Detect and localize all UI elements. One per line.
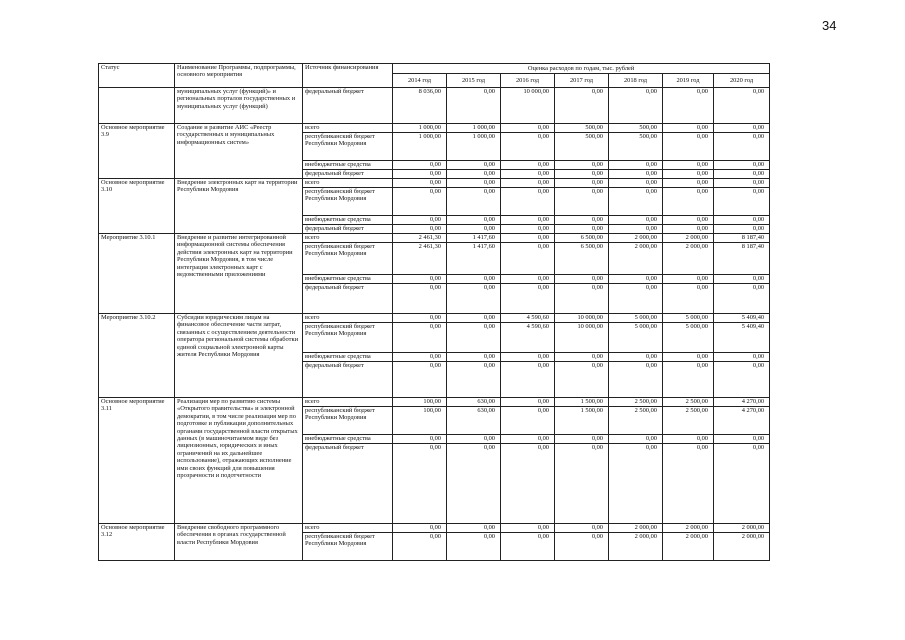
amount-cell: 1 500,00	[555, 407, 609, 435]
amount-cell: 0,00	[501, 161, 555, 170]
amount-cell: 0,00	[393, 179, 447, 188]
amount-cell: 0,00	[555, 216, 609, 225]
amount-cell: 0,00	[447, 353, 501, 362]
amount-cell: 0,00	[663, 124, 714, 133]
amount-cell: 0,00	[501, 225, 555, 234]
amount-cell: 0,00	[555, 179, 609, 188]
amount-cell: 0,00	[663, 444, 714, 524]
amount-cell: 0,00	[663, 170, 714, 179]
amount-cell: 0,00	[714, 133, 770, 161]
amount-cell: 0,00	[609, 362, 663, 398]
funding-source-cell: федеральный бюджет	[303, 284, 393, 314]
amount-cell: 0,00	[501, 275, 555, 284]
funding-source-cell: федеральный бюджет	[303, 170, 393, 179]
table-row	[99, 234, 770, 243]
amount-cell: 2 000,00	[609, 243, 663, 275]
funding-source-cell: всего	[303, 234, 393, 243]
amount-cell: 2 461,30	[393, 243, 447, 275]
amount-cell: 1 500,00	[555, 398, 609, 407]
amount-cell: 0,00	[501, 362, 555, 398]
amount-cell: 0,00	[447, 444, 501, 524]
amount-cell: 0,00	[555, 275, 609, 284]
amount-cell: 0,00	[555, 524, 609, 533]
amount-cell: 5 000,00	[609, 314, 663, 323]
amount-cell: 0,00	[393, 524, 447, 533]
amount-cell: 0,00	[393, 284, 447, 314]
amount-cell: 6 500,00	[555, 243, 609, 275]
amount-cell: 1 000,00	[393, 124, 447, 133]
funding-source-cell: федеральный бюджет	[303, 225, 393, 234]
amount-cell: 0,00	[447, 188, 501, 216]
amount-cell: 2 000,00	[714, 533, 770, 561]
amount-cell: 0,00	[663, 88, 714, 124]
amount-cell: 0,00	[714, 188, 770, 216]
table-row	[99, 88, 770, 124]
amount-cell: 1 417,60	[447, 243, 501, 275]
amount-cell: 0,00	[501, 188, 555, 216]
header-year: 2016 год	[501, 74, 555, 88]
amount-cell: 0,00	[609, 216, 663, 225]
amount-cell: 0,00	[555, 533, 609, 561]
amount-cell: 2 000,00	[714, 524, 770, 533]
amount-cell: 0,00	[555, 362, 609, 398]
amount-cell: 6 500,00	[555, 234, 609, 243]
amount-cell: 4 590,60	[501, 314, 555, 323]
amount-cell: 0,00	[501, 284, 555, 314]
amount-cell: 0,00	[393, 444, 447, 524]
amount-cell: 0,00	[555, 353, 609, 362]
funding-source-cell: всего	[303, 124, 393, 133]
amount-cell: 0,00	[447, 314, 501, 323]
status-cell	[99, 88, 175, 124]
header-year: 2015 год	[447, 74, 501, 88]
amount-cell: 0,00	[501, 216, 555, 225]
amount-cell: 2 000,00	[609, 533, 663, 561]
amount-cell: 0,00	[609, 170, 663, 179]
amount-cell: 8 187,40	[714, 234, 770, 243]
amount-cell: 0,00	[447, 533, 501, 561]
amount-cell: 0,00	[714, 284, 770, 314]
amount-cell: 0,00	[393, 275, 447, 284]
table-row	[99, 398, 770, 407]
funding-source-cell: всего	[303, 524, 393, 533]
amount-cell: 5 409,40	[714, 314, 770, 323]
measure-name-cell: Субсидии юридическим лицам на финансовое обеспечение части затрат, связанных с осуществлением деятельности оператора региональной системы обработки единой социальной электронной карты жителя Республики Мордовия	[175, 314, 303, 398]
status-cell: Основное мероприятие 3.9	[99, 124, 175, 179]
amount-cell: 0,00	[609, 435, 663, 444]
amount-cell: 0,00	[609, 353, 663, 362]
funding-source-cell: всего	[303, 398, 393, 407]
amount-cell: 1 417,60	[447, 234, 501, 243]
amount-cell: 2 000,00	[663, 533, 714, 561]
header-source: Источник финансирования	[303, 64, 393, 88]
amount-cell: 5 409,40	[714, 323, 770, 353]
amount-cell: 1 000,00	[447, 124, 501, 133]
amount-cell: 0,00	[663, 179, 714, 188]
funding-source-cell: республиканский бюджет Республики Мордовия	[303, 188, 393, 216]
table-row	[99, 314, 770, 323]
amount-cell: 0,00	[447, 524, 501, 533]
amount-cell: 2 000,00	[609, 234, 663, 243]
amount-cell: 0,00	[447, 362, 501, 398]
funding-source-cell: внебюджетные средства	[303, 161, 393, 170]
amount-cell: 0,00	[555, 170, 609, 179]
funding-source-cell: всего	[303, 314, 393, 323]
amount-cell: 0,00	[714, 444, 770, 524]
amount-cell: 0,00	[393, 323, 447, 353]
amount-cell: 0,00	[447, 161, 501, 170]
amount-cell: 0,00	[447, 225, 501, 234]
amount-cell: 100,00	[393, 398, 447, 407]
amount-cell: 0,00	[501, 234, 555, 243]
funding-source-cell: внебюджетные средства	[303, 435, 393, 444]
amount-cell: 0,00	[447, 88, 501, 124]
amount-cell: 0,00	[501, 435, 555, 444]
amount-cell: 2 000,00	[609, 524, 663, 533]
amount-cell: 0,00	[714, 179, 770, 188]
funding-source-cell: федеральный бюджет	[303, 362, 393, 398]
header-name: Наименование Программы, подпрограммы, основного мероприятия	[175, 64, 303, 88]
amount-cell: 0,00	[447, 284, 501, 314]
amount-cell: 0,00	[447, 435, 501, 444]
amount-cell: 0,00	[393, 161, 447, 170]
amount-cell: 0,00	[501, 124, 555, 133]
amount-cell: 2 461,30	[393, 234, 447, 243]
amount-cell: 0,00	[393, 435, 447, 444]
funding-source-cell: внебюджетные средства	[303, 216, 393, 225]
page-number: 34	[822, 18, 837, 33]
amount-cell: 0,00	[714, 88, 770, 124]
table-body	[99, 88, 770, 561]
amount-cell: 0,00	[447, 216, 501, 225]
amount-cell: 0,00	[447, 170, 501, 179]
amount-cell: 630,00	[447, 398, 501, 407]
amount-cell: 0,00	[609, 284, 663, 314]
amount-cell: 2 500,00	[663, 398, 714, 407]
measure-name-cell: Внедрение и развитие интегрированной информационной системы обеспечения действия электронных карт на территории Республики Мордовия, в том числе интеграция электронных карт с ведомственными приложениями	[175, 234, 303, 314]
amount-cell: 0,00	[714, 353, 770, 362]
amount-cell: 5 000,00	[609, 323, 663, 353]
amount-cell: 5 000,00	[663, 323, 714, 353]
measure-name-cell: Реализация мер по развитию системы «Открытого правительства» и электронной демократии, в том числе реализация мер по подготовке и публикации дополнительных органами государственной власти открытых данных (в машиночитаемом виде без лицензионных, юридических и иных ограничений на их дальнейшее использование), отражающих исполнение ими своих функций для повышения прозрачности и подотчетности	[175, 398, 303, 524]
amount-cell: 0,00	[501, 243, 555, 275]
amount-cell: 0,00	[501, 353, 555, 362]
amount-cell: 0,00	[663, 188, 714, 216]
amount-cell: 100,00	[393, 407, 447, 435]
header-year: 2018 год	[609, 74, 663, 88]
amount-cell: 0,00	[714, 170, 770, 179]
funding-source-cell: республиканский бюджет Республики Мордовия	[303, 323, 393, 353]
amount-cell: 4 270,00	[714, 407, 770, 435]
amount-cell: 0,00	[663, 353, 714, 362]
table-header	[99, 64, 770, 88]
table-row	[99, 179, 770, 188]
amount-cell: 0,00	[555, 88, 609, 124]
amount-cell: 2 500,00	[609, 398, 663, 407]
amount-cell: 0,00	[447, 179, 501, 188]
amount-cell: 0,00	[555, 188, 609, 216]
amount-cell: 0,00	[447, 323, 501, 353]
amount-cell: 0,00	[555, 435, 609, 444]
amount-cell: 2 000,00	[663, 524, 714, 533]
header-status: Статус	[99, 64, 175, 88]
amount-cell: 0,00	[501, 444, 555, 524]
amount-cell: 10 000,00	[501, 88, 555, 124]
amount-cell: 10 000,00	[555, 323, 609, 353]
amount-cell: 4 270,00	[714, 398, 770, 407]
amount-cell: 0,00	[714, 216, 770, 225]
amount-cell: 0,00	[714, 161, 770, 170]
amount-cell: 0,00	[663, 225, 714, 234]
amount-cell: 0,00	[393, 314, 447, 323]
amount-cell: 0,00	[609, 444, 663, 524]
header-year: 2020 год	[714, 74, 770, 88]
amount-cell: 0,00	[714, 124, 770, 133]
amount-cell: 4 590,60	[501, 323, 555, 353]
amount-cell: 2 500,00	[663, 407, 714, 435]
funding-source-cell: республиканский бюджет Республики Мордовия	[303, 243, 393, 275]
amount-cell: 0,00	[663, 161, 714, 170]
expenditure-table	[98, 63, 770, 561]
amount-cell: 0,00	[714, 275, 770, 284]
amount-cell: 2 500,00	[609, 407, 663, 435]
status-cell: Основное мероприятие 3.12	[99, 524, 175, 561]
header-year: 2019 год	[663, 74, 714, 88]
amount-cell: 0,00	[714, 225, 770, 234]
amount-cell: 8 036,00	[393, 88, 447, 124]
status-cell: Мероприятие 3.10.2	[99, 314, 175, 398]
amount-cell: 0,00	[663, 362, 714, 398]
amount-cell: 0,00	[609, 88, 663, 124]
amount-cell: 0,00	[393, 170, 447, 179]
amount-cell: 1 000,00	[393, 133, 447, 161]
amount-cell: 0,00	[393, 225, 447, 234]
amount-cell: 0,00	[663, 133, 714, 161]
amount-cell: 0,00	[501, 533, 555, 561]
amount-cell: 0,00	[501, 407, 555, 435]
amount-cell: 0,00	[663, 435, 714, 444]
amount-cell: 0,00	[501, 524, 555, 533]
amount-cell: 0,00	[714, 362, 770, 398]
amount-cell: 0,00	[393, 362, 447, 398]
measure-name-cell: Внедрение электронных карт на территории Республики Мордовия	[175, 179, 303, 234]
amount-cell: 5 000,00	[663, 314, 714, 323]
status-cell: Мероприятие 3.10.1	[99, 234, 175, 314]
measure-name-cell: Внедрение свободного программного обеспечения в органах государственной власти Республики Мордовия	[175, 524, 303, 561]
funding-source-cell: федеральный бюджет	[303, 444, 393, 524]
amount-cell: 0,00	[609, 275, 663, 284]
funding-source-cell: республиканский бюджет Республики Мордовия	[303, 133, 393, 161]
amount-cell: 0,00	[555, 284, 609, 314]
header-year: 2014 год	[393, 74, 447, 88]
funding-source-cell: внебюджетные средства	[303, 275, 393, 284]
measure-name-cell: муниципальных услуг (функций)» и региональных порталов государственных и муниципальных услуг (функций)	[175, 88, 303, 124]
amount-cell: 630,00	[447, 407, 501, 435]
funding-source-cell: федеральный бюджет	[303, 88, 393, 124]
amount-cell: 0,00	[609, 161, 663, 170]
amount-cell: 0,00	[663, 284, 714, 314]
amount-cell: 0,00	[501, 398, 555, 407]
amount-cell: 0,00	[393, 188, 447, 216]
funding-source-cell: внебюджетные средства	[303, 353, 393, 362]
table-row	[99, 124, 770, 133]
amount-cell: 500,00	[609, 133, 663, 161]
amount-cell: 1 000,00	[447, 133, 501, 161]
amount-cell: 0,00	[501, 133, 555, 161]
funding-source-cell: республиканский бюджет Республики Мордовия	[303, 407, 393, 435]
amount-cell: 0,00	[663, 216, 714, 225]
amount-cell: 0,00	[393, 216, 447, 225]
amount-cell: 500,00	[555, 124, 609, 133]
amount-cell: 0,00	[609, 225, 663, 234]
funding-source-cell: всего	[303, 179, 393, 188]
header-year: 2017 год	[555, 74, 609, 88]
amount-cell: 0,00	[555, 444, 609, 524]
amount-cell: 500,00	[555, 133, 609, 161]
amount-cell: 0,00	[393, 533, 447, 561]
amount-cell: 8 187,40	[714, 243, 770, 275]
amount-cell: 0,00	[501, 170, 555, 179]
amount-cell: 0,00	[609, 179, 663, 188]
funding-source-cell: республиканский бюджет Республики Мордовия	[303, 533, 393, 561]
measure-name-cell: Создание и развитие АИС «Реестр государственных и муниципальных информационных систем»	[175, 124, 303, 179]
amount-cell: 0,00	[555, 225, 609, 234]
amount-cell: 2 000,00	[663, 243, 714, 275]
amount-cell: 0,00	[663, 275, 714, 284]
amount-cell: 0,00	[555, 161, 609, 170]
amount-cell: 0,00	[609, 188, 663, 216]
status-cell: Основное мероприятие 3.10	[99, 179, 175, 234]
amount-cell: 2 000,00	[663, 234, 714, 243]
amount-cell: 10 000,00	[555, 314, 609, 323]
amount-cell: 0,00	[714, 435, 770, 444]
amount-cell: 0,00	[447, 275, 501, 284]
amount-cell: 0,00	[501, 179, 555, 188]
table-row	[99, 524, 770, 533]
status-cell: Основное мероприятие 3.11	[99, 398, 175, 524]
amount-cell: 0,00	[393, 353, 447, 362]
header-estimate: Оценка расходов по годам, тыс. рублей	[393, 64, 770, 74]
amount-cell: 500,00	[609, 124, 663, 133]
